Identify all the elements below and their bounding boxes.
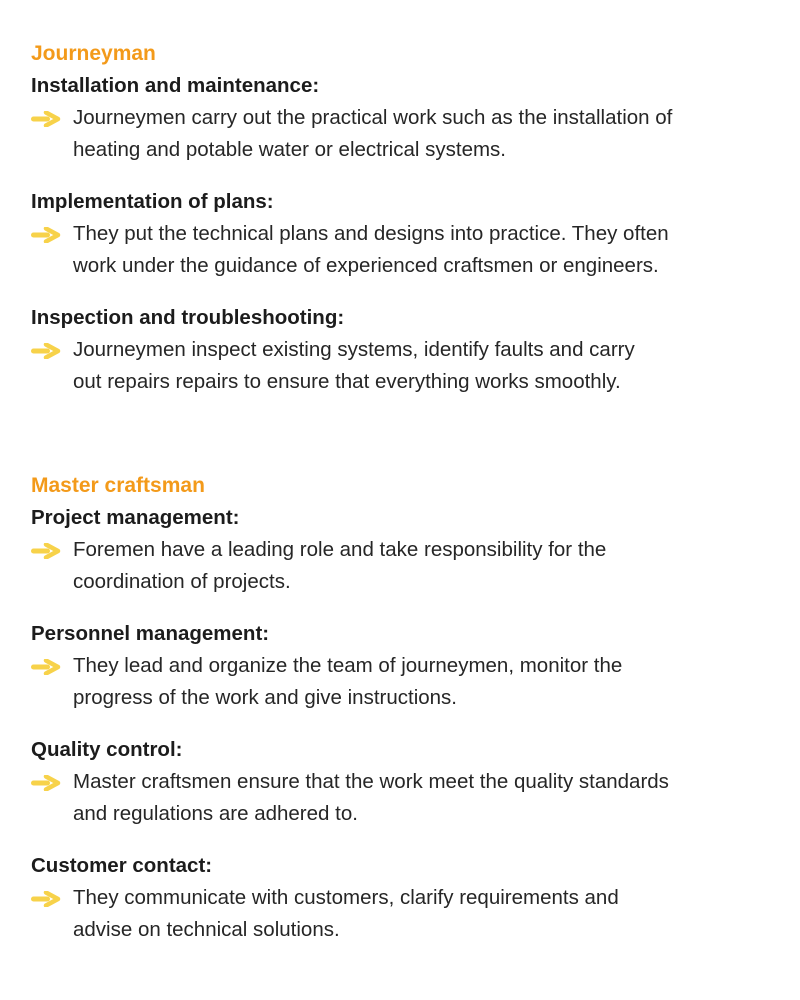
item-text-line: They communicate with customers, clarify requirements and — [73, 886, 619, 909]
item-implementation-plans — [31, 186, 800, 282]
item-body — [31, 766, 773, 830]
arrow-right-icon — [31, 891, 61, 907]
item-text-line: work under the guidance of experienced craftsmen or engineers. — [73, 254, 659, 277]
item-body — [31, 650, 773, 714]
item-inspection-troubleshooting — [31, 302, 800, 398]
item-text-line: Foremen have a leading role and take responsibility for the — [73, 538, 607, 561]
item-title: Personnel management: — [31, 622, 270, 645]
item-title: Project management: — [31, 506, 240, 529]
item-title: Quality control: — [31, 738, 183, 761]
item-body — [31, 334, 773, 398]
item-installation-maintenance — [31, 70, 800, 166]
item-text-line: advise on technical solutions. — [73, 918, 340, 941]
item-text-line: out repairs repairs to ensure that everything works smoothly. — [73, 370, 621, 393]
item-title: Inspection and troubleshooting: — [31, 306, 345, 329]
item-project-management — [31, 502, 800, 598]
item-text-line: They put the technical plans and designs into practice. They often — [73, 222, 669, 245]
arrow-right-icon — [31, 343, 61, 359]
item-title: Customer contact: — [31, 854, 213, 877]
section-title-journeyman: Journeyman — [31, 42, 156, 65]
item-text-line: Journeymen inspect existing systems, identify faults and carry — [73, 338, 635, 361]
item-body — [31, 534, 773, 598]
arrow-right-icon — [31, 659, 61, 675]
item-text-line: heating and potable water or electrical systems. — [73, 138, 507, 161]
master-craftsman-section — [31, 470, 800, 946]
item-text-line: Journeymen carry out the practical work such as the installation of — [73, 106, 673, 129]
item-text-line: and regulations are adhered to. — [73, 802, 358, 825]
item-quality-control — [31, 734, 800, 830]
item-body — [31, 218, 773, 282]
item-title: Installation and maintenance: — [31, 74, 320, 97]
section-title-master-craftsman: Master craftsman — [31, 474, 205, 497]
item-title: Implementation of plans: — [31, 190, 274, 213]
arrow-right-icon — [31, 543, 61, 559]
journeyman-section — [31, 38, 800, 398]
arrow-right-icon — [31, 775, 61, 791]
arrow-right-icon — [31, 111, 61, 127]
arrow-right-icon — [31, 227, 61, 243]
item-customer-contact — [31, 850, 800, 946]
item-text-line: They lead and organize the team of journeymen, monitor the — [73, 654, 623, 677]
item-text-line: Master craftsmen ensure that the work meet the quality standards — [73, 770, 669, 793]
item-body — [31, 102, 773, 166]
item-personnel-management — [31, 618, 800, 714]
item-text-line: coordination of projects. — [73, 570, 291, 593]
item-body — [31, 882, 773, 946]
item-text-line: progress of the work and give instructions. — [73, 686, 457, 709]
